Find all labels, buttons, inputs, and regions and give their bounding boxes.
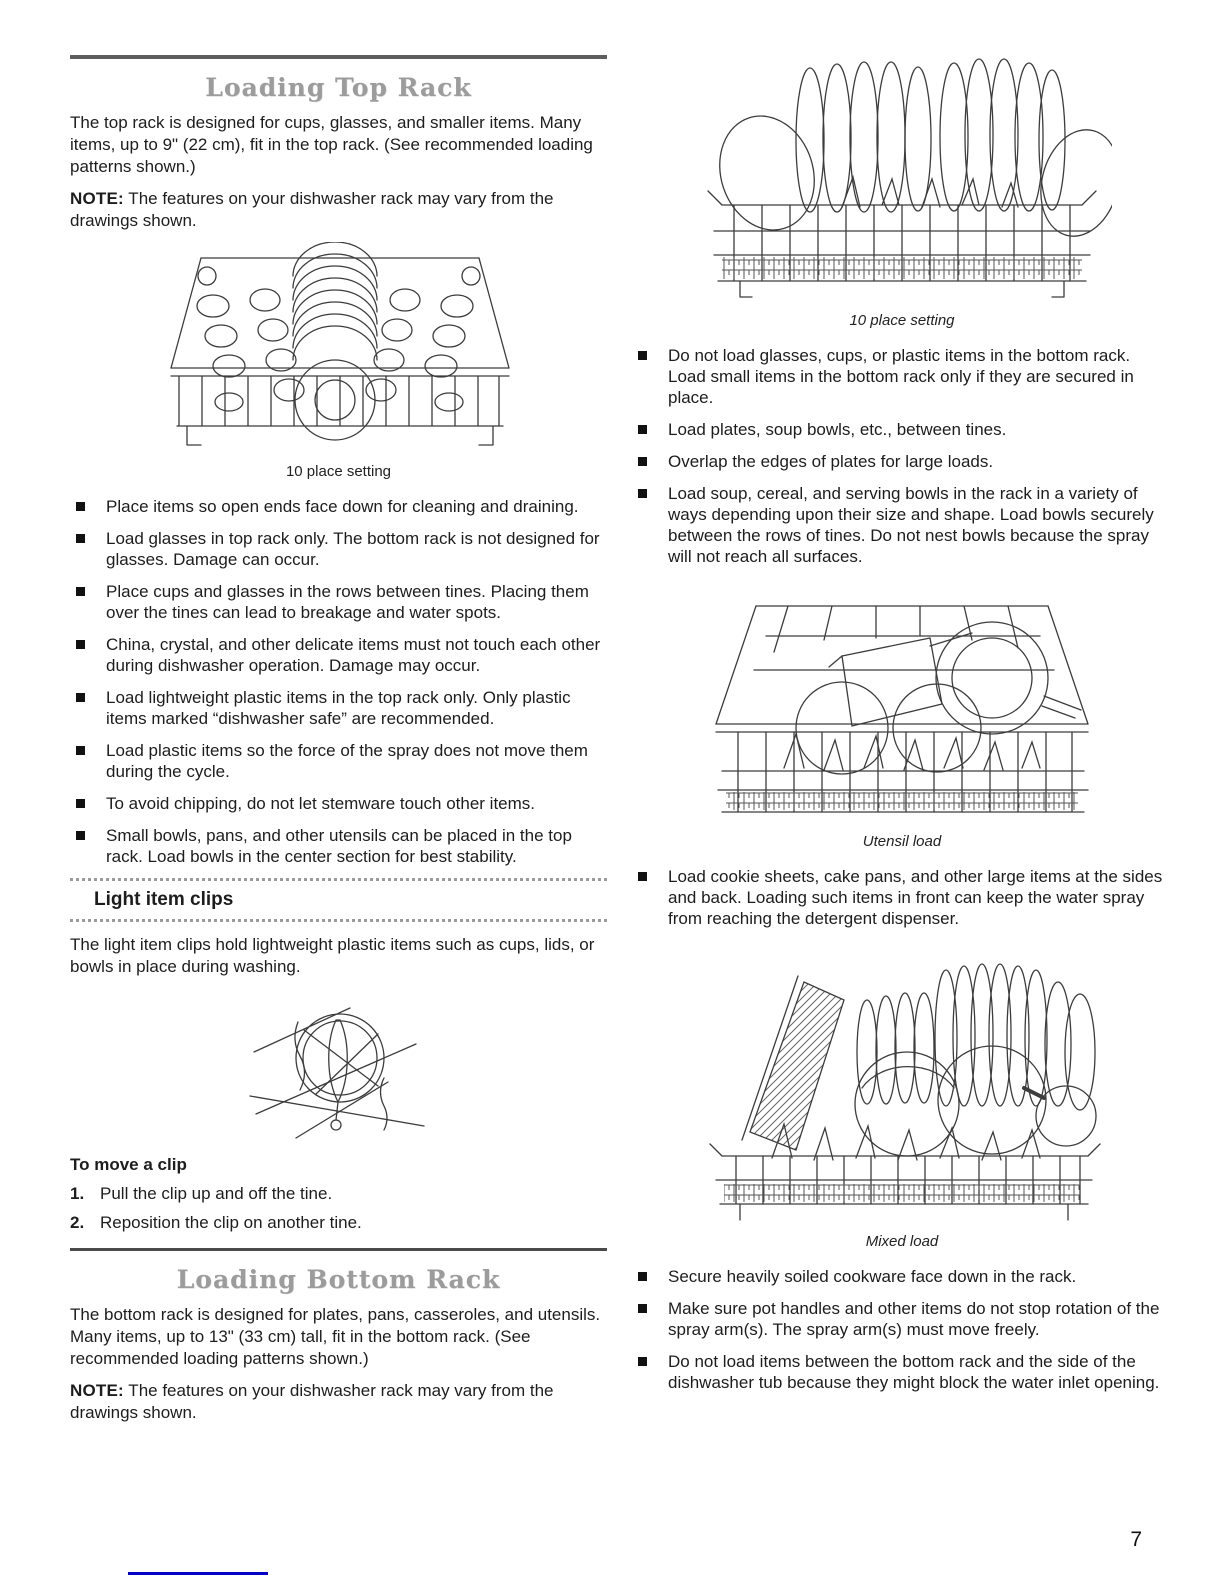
top-rack-bullet-list	[70, 496, 607, 867]
list-item: Make sure pot handles and other items do not stop rotation of the spray arm(s). The spray arm(s) must move freely.	[632, 1298, 1172, 1340]
light-item-clip-figure	[70, 988, 607, 1151]
light-item-clips-heading: Light item clips	[94, 889, 234, 910]
mixed-load-figure	[632, 940, 1172, 1250]
mixed-load-illustration	[692, 940, 1112, 1224]
list-item: Place cups and glasses in the rows between tines. Placing them over the tines can lead to breakage and water spots.	[70, 581, 607, 623]
utensil-load-illustration	[692, 578, 1112, 824]
figure-caption: 10 place setting	[849, 312, 955, 329]
utensil-load-figure	[632, 578, 1172, 850]
bullet-icon	[76, 534, 85, 543]
section-divider	[70, 1248, 607, 1251]
to-move-a-clip-heading: To move a clip	[70, 1155, 187, 1174]
list-item: China, crystal, and other delicate items must not touch each other during dishwasher operation. Damage may occur.	[70, 634, 607, 676]
list-item: Small bowls, pans, and other utensils can be placed in the top rack. Load bowls in the center section for best stability.	[70, 825, 607, 867]
bullet-icon	[638, 457, 647, 466]
loading-bottom-rack-heading: Loading Bottom Rack	[176, 1265, 501, 1294]
list-item: Secure heavily soiled cookware face down in the rack.	[632, 1266, 1172, 1287]
figure-caption: 10 place setting	[285, 463, 392, 480]
dotted-divider	[70, 878, 607, 881]
section-divider	[70, 55, 607, 59]
bottom-rack-bullet-list-2	[632, 866, 1172, 929]
list-item: Overlap the edges of plates for large loads.	[632, 451, 1172, 472]
step-item: 1. Pull the clip up and off the tine.	[70, 1184, 333, 1203]
note-text: The features on your dishwasher rack may vary from the drawings shown.	[70, 189, 554, 230]
top-rack-figure	[70, 242, 607, 480]
top-rack-illustration	[153, 242, 525, 454]
bottom-rack-note	[70, 1380, 607, 1424]
note-text: The features on your dishwasher rack may vary from the drawings shown.	[70, 1381, 554, 1422]
right-column	[632, 55, 1172, 1404]
bottom-rack-place-setting-figure	[632, 55, 1172, 329]
bottom-rack-intro: The bottom rack is designed for plates, pans, casseroles, and utensils. Many items, up to 13" (33 cm) tall, fit in the bottom rack. (See recommended loading patterns shown.)	[70, 1305, 601, 1368]
bullet-icon	[638, 1272, 647, 1281]
top-rack-intro: The top rack is designed for cups, glasses, and smaller items. Many items, up to 9" (22 cm), fit in the top rack. (See recommended loading patterns shown.)	[70, 113, 593, 176]
bullet-icon	[638, 489, 647, 498]
footer-blue-mark	[128, 1572, 268, 1575]
list-item: Load lightweight plastic items in the top rack only. Only plastic items marked “dishwasher safe” are recommended.	[70, 687, 607, 729]
bullet-icon	[76, 587, 85, 596]
list-item: Load glasses in top rack only. The bottom rack is not designed for glasses. Damage can occur.	[70, 528, 607, 570]
bottom-rack-place-setting-illustration	[692, 55, 1112, 303]
note-label: NOTE:	[70, 1381, 124, 1400]
bullet-icon	[76, 502, 85, 511]
clip-steps	[70, 1183, 607, 1234]
figure-caption: Utensil load	[862, 833, 942, 850]
top-rack-note	[70, 188, 607, 232]
left-column	[70, 55, 607, 1434]
list-item: Place items so open ends face down for cleaning and draining.	[70, 496, 607, 517]
note-label: NOTE:	[70, 189, 124, 208]
bullet-icon	[638, 1357, 647, 1366]
list-item: Load plates, soup bowls, etc., between tines.	[632, 419, 1172, 440]
bullet-icon	[638, 351, 647, 360]
bullet-icon	[638, 1304, 647, 1313]
light-item-clip-illustration	[234, 988, 444, 1146]
dotted-divider	[70, 919, 607, 922]
list-item: Load plastic items so the force of the spray does not move them during the cycle.	[70, 740, 607, 782]
list-item: Do not load glasses, cups, or plastic items in the bottom rack. Load small items in the bottom rack only if they are secured in place.	[632, 345, 1172, 408]
bullet-icon	[638, 872, 647, 881]
bullet-icon	[76, 640, 85, 649]
page-number: 7	[1130, 1528, 1142, 1551]
list-item: To avoid chipping, do not let stemware touch other items.	[70, 793, 607, 814]
bullet-icon	[76, 831, 85, 840]
bottom-rack-bullet-list-3	[632, 1266, 1172, 1393]
step-item: 2. Reposition the clip on another tine.	[70, 1213, 362, 1232]
loading-top-rack-heading: Loading Top Rack	[205, 73, 472, 102]
bottom-rack-bullet-list-1	[632, 345, 1172, 567]
bullet-icon	[638, 425, 647, 434]
figure-caption: Mixed load	[865, 1233, 939, 1250]
list-item: Do not load items between the bottom rack and the side of the dishwasher tub because they might block the water inlet opening.	[632, 1351, 1172, 1393]
list-item: Load soup, cereal, and serving bowls in the rack in a variety of ways depending upon their size and shape. Load bowls securely between the rows of tines. Do not nest bowls because the spray will not reach all surfaces.	[632, 483, 1172, 567]
list-item: Load cookie sheets, cake pans, and other large items at the sides and back. Loading such items in front can keep the water spray from reaching the detergent dispenser.	[632, 866, 1172, 929]
bullet-icon	[76, 799, 85, 808]
bullet-icon	[76, 693, 85, 702]
bullet-icon	[76, 746, 85, 755]
light-item-clips-body: The light item clips hold lightweight plastic items such as cups, lids, or bowls in place during washing.	[70, 935, 595, 976]
